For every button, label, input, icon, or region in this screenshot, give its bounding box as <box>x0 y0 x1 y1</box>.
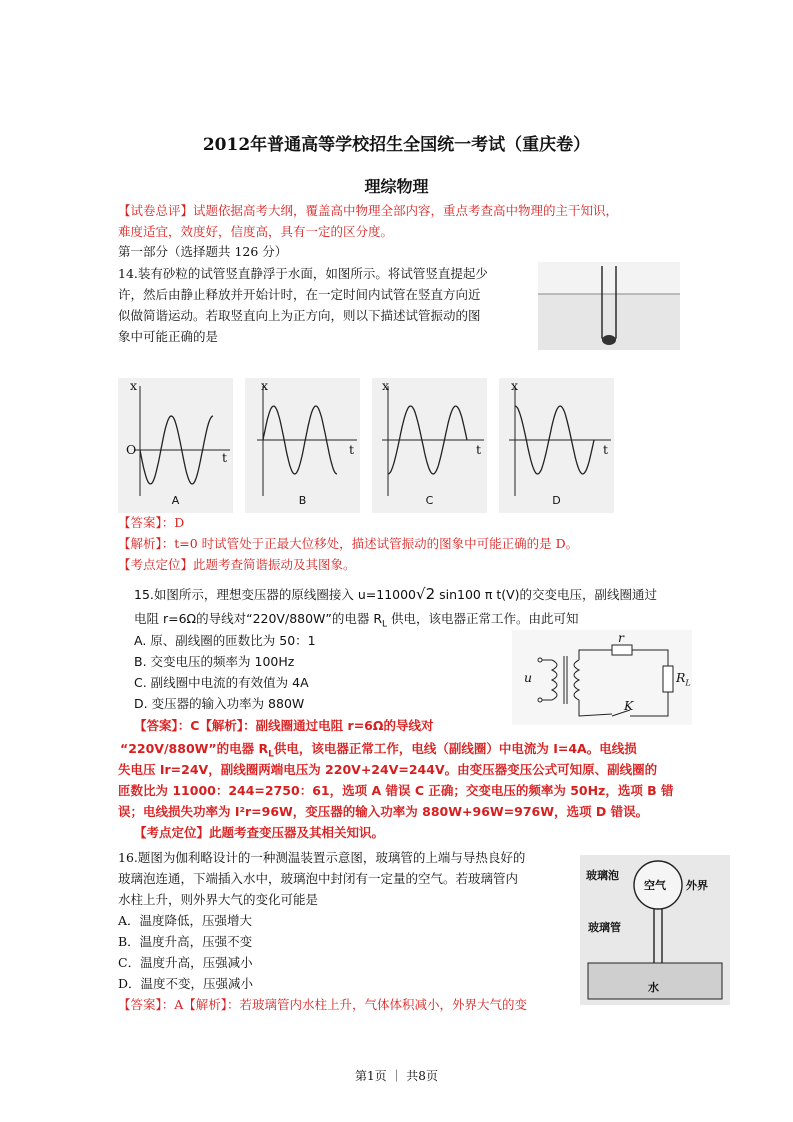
circuit-k-label: K <box>624 698 634 713</box>
graph-b-svg <box>245 378 360 513</box>
q15-line-1b: sin100 π t(V)的交变电压，副线圈通过 <box>439 587 658 602</box>
q16-line-3: 水柱上升，则外界大气的变化可能是 <box>118 892 319 907</box>
q16-option-a: A．温度降低，压强增大 <box>118 913 253 928</box>
q14-line-4: 象中可能正确的是 <box>118 329 219 344</box>
circuit-r-label: r <box>618 630 624 645</box>
axis-t-label: t <box>476 442 482 457</box>
option-a-label: A <box>171 494 180 507</box>
part-heading: 第一部分（选择题共 126 分） <box>118 244 288 259</box>
fig-air-label: 空气 <box>644 879 666 892</box>
circuit-u-label: u <box>524 670 533 685</box>
q16-option-c: C．温度升高，压强减小 <box>118 955 253 970</box>
test-tube-drawing <box>538 262 680 350</box>
axis-x-label: x <box>382 378 390 393</box>
fig-bulb-label: 玻璃泡 <box>586 869 619 882</box>
origin-label: O <box>126 442 137 457</box>
transformer-circuit <box>512 630 692 725</box>
option-b-label: B <box>298 494 307 507</box>
q15-option-b: B. 交变电压的频率为 100Hz <box>134 654 295 669</box>
axis-t-label: t <box>349 442 355 457</box>
q15-answer-2: “220V/880W”的电器 $R_L$供电，该电器正常工作，电线（副线圈）中电流为 I=4A。电线损 <box>120 741 637 760</box>
axis-x-label: x <box>261 378 269 393</box>
option-d-label: D <box>552 494 561 507</box>
page-title: 2012年普通高等学校招生全国统一考试（重庆卷） <box>202 135 591 155</box>
q16-line-2: 玻璃泡连通，下端插入水中，玻璃泡中封闭有一定量的空气。若玻璃管内 <box>118 871 519 886</box>
q15-answer-3: 失电压 Ir=24V，副线圈两端电压为 220V+24V=244V。由变压器变压公式可知原、副线圈的 <box>118 762 658 777</box>
q15-answer-5: 误；电线损失功率为 I²r=96W，变压器的输入功率为 880W+96W=976W，选项 D 错误。 <box>118 804 649 819</box>
fig-outside-label: 外界 <box>686 879 708 892</box>
page-subtitle: 理综物理 <box>364 177 429 196</box>
q14-answer: 【答案】：D <box>118 515 185 530</box>
fig-tube-label: 玻璃管 <box>588 921 621 934</box>
sqrt-two: √2 <box>416 585 436 603</box>
q15-option-a: A. 原、副线圈的匝数比为 50：1 <box>134 633 316 648</box>
axis-t-label: t <box>222 450 228 465</box>
q15-line-2b: 供电，该电器正常工作。由此可知 <box>391 611 579 626</box>
q14-analysis: 【解析】：t=0 时试管处于正最大位移处，描述试管振动的图象中可能正确的是 D。 <box>118 536 579 551</box>
page-footer: 第1页 ｜ 共8页 <box>355 1069 438 1083</box>
q15-answer-4: 匝数比为 11000：244=2750：61，选项 A 错误 C 正确；交变电压的频率为 50Hz，选项 B 错 <box>118 783 674 798</box>
summary-line-1: 【试卷总评】试题依据高考大纲，覆盖高中物理全部内容，重点考查高中物理的主干知识， <box>118 203 619 218</box>
graph-d-svg <box>499 378 614 513</box>
q14-line-3: 似做简谐运动。若取竖直向上为正方向，则以下描述试管振动的图 <box>118 308 481 323</box>
q14-point: 【考点定位】此题考查简谐振动及其图象。 <box>118 557 356 572</box>
test-tube-figure <box>538 262 680 350</box>
q15-line-2a: 电阻 r=6Ω的导线对“220V/880W”的电器 R <box>134 611 383 626</box>
thermometer-figure <box>580 855 730 1005</box>
q16-line-1: 16.题图为伽利略设计的一种测温装置示意图，玻璃管的上端与导热良好的 <box>118 850 526 865</box>
fig-water-label: 水 <box>648 981 659 994</box>
summary-line-2: 难度适宜，效度好，信度高，具有一定的区分度。 <box>118 224 394 239</box>
q14-line-1: 14.装有砂粒的试管竖直静浮于水面，如图所示。将试管竖直提起少 <box>118 266 488 281</box>
axis-x-label: x <box>130 378 138 393</box>
option-c-label: C <box>425 494 434 507</box>
circuit-drawing <box>512 630 692 725</box>
circuit-rl-label: $R_L$ <box>676 670 691 688</box>
q16-answer: 【答案】：A【解析】：若玻璃管内水柱上升，气体体积减小，外界大气的变 <box>118 997 528 1012</box>
graph-option-b <box>245 378 360 513</box>
axis-t-label: t <box>603 442 609 457</box>
graph-option-a <box>118 378 233 513</box>
q15-rl-sub: L <box>382 619 388 630</box>
q15-answer-1: 【答案】：C【解析】：副线圈通过电阻 r=6Ω的导线对 <box>134 718 434 733</box>
q15-line-1a: 15.如图所示，理想变压器的原线圈接入 u=11000 <box>134 587 417 602</box>
graph-option-d <box>499 378 614 513</box>
q16-option-d: D．温度不变，压强减小 <box>118 976 254 991</box>
q15-line-1 <box>134 584 657 605</box>
q15-point: 【考点定位】此题考查变压器及其相关知识。 <box>134 825 385 840</box>
q16-option-b: B．温度升高，压强不变 <box>118 934 253 949</box>
q15-option-c: C. 副线圈中电流的有效值为 4A <box>134 675 309 690</box>
graph-c-svg <box>372 378 487 513</box>
q15-option-d: D. 变压器的输入功率为 880W <box>134 696 305 711</box>
graph-option-c <box>372 378 487 513</box>
axis-x-label: x <box>511 378 519 393</box>
q14-line-2: 许，然后由静止释放并开始计时，在一定时间内试管在竖直方向近 <box>118 287 481 302</box>
